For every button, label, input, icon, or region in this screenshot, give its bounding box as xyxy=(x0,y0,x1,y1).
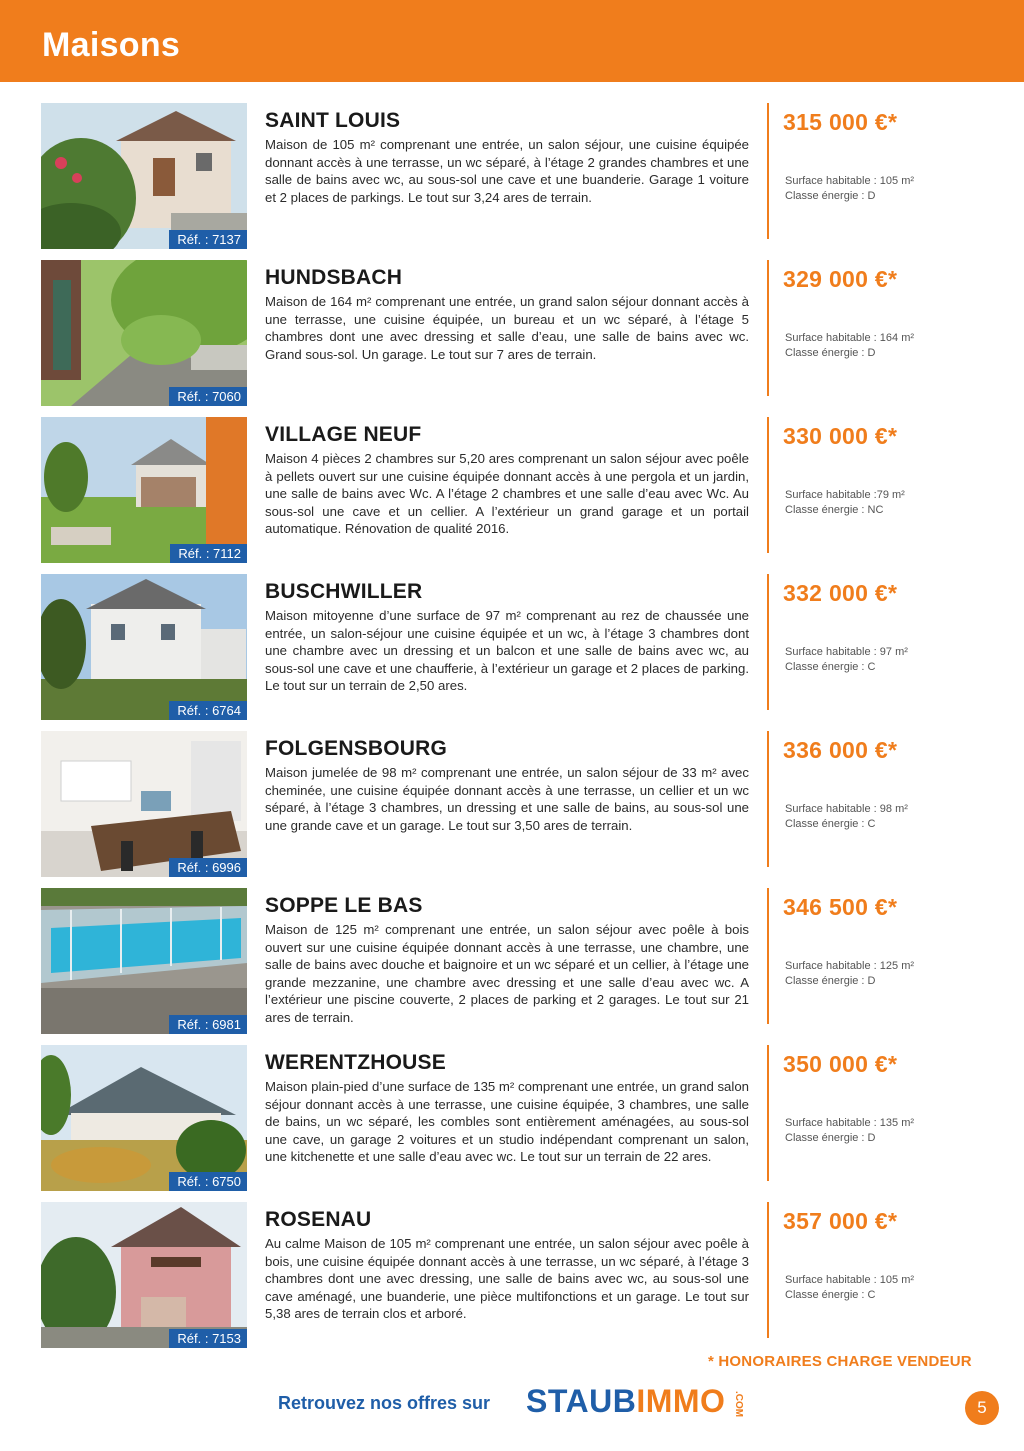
listing-city: VILLAGE NEUF xyxy=(265,423,422,446)
listing-energy-class: Classe énergie : D xyxy=(785,190,876,202)
listing-surface: Surface habitable : 125 m² xyxy=(785,960,915,972)
reference-badge: Réf. : 7153 xyxy=(169,1329,247,1348)
property-photo xyxy=(41,574,247,720)
listing-price: 346 500 €* xyxy=(783,894,898,920)
listing-description: Au calme Maison de 105 m² comprenant une entrée, un salon séjour avec poêle à bois, une cuisine équipée donnant accès à une terrasse, un wc séparé, à l’étage 3 chambres dont une avec dressing, une salle de bains avec wc, au sous-sol une cave aménagé, une buanderie, une pièce multifonctions et un garage. Le tout sur 5,38 ares de terrain clos et arboré. xyxy=(265,1236,749,1322)
offers-text: Retrouvez nos offres sur xyxy=(278,1393,491,1413)
property-photo xyxy=(41,1045,247,1191)
listing-item xyxy=(0,731,1024,879)
listing-description: Maison mitoyenne d’une surface de 97 m² comprenant au rez de chaussée une entrée, un salon-séjour une cuisine équipée et un wc, à l’étage 3 chambres dont une chambre avec un dressing et un balcon et une salle de bains avec wc, au sous-sol une cave et une chaufferie, à l’extérieur un garage et 2 places de parking. Le tout sur un terrain de 2,50 ares. xyxy=(265,608,749,694)
listing-surface: Surface habitable : 105 m² xyxy=(785,175,915,187)
property-photo xyxy=(41,103,247,249)
fee-notice: * HONORAIRES CHARGE VENDEUR xyxy=(708,1353,972,1370)
divider xyxy=(767,1202,769,1338)
listing-item xyxy=(0,574,1024,722)
listing-city: ROSENAU xyxy=(265,1208,372,1231)
reference-badge: Réf. : 6981 xyxy=(169,1015,247,1034)
listing-city: HUNDSBACH xyxy=(265,266,403,289)
listing-price: 332 000 €* xyxy=(783,580,898,606)
listing-price: 330 000 €* xyxy=(783,423,898,449)
listing-surface: Surface habitable : 97 m² xyxy=(785,646,908,658)
listing-description: Maison de 105 m² comprenant une entrée, un salon séjour, une cuisine équipée donnant accès à une terrasse, un wc séparé, à l’étage 2 grandes chambres et une salle de bains avec wc, au sous-sol une cave et une buanderie. Garage 1 voiture et 2 places de parkings. Le tout sur 3,24 ares de terrain. xyxy=(265,137,749,205)
logo-com-suffix: .COM xyxy=(733,1391,744,1418)
reference-badge: Réf. : 6996 xyxy=(169,858,247,877)
listing-surface: Surface habitable : 164 m² xyxy=(785,332,915,344)
listing-surface: Surface habitable :79 m² xyxy=(785,489,905,501)
listing-item xyxy=(0,1045,1024,1193)
listing-price: 315 000 €* xyxy=(783,109,898,135)
reference-badge: Réf. : 6750 xyxy=(169,1172,247,1191)
reference-badge: Réf. : 6764 xyxy=(169,701,247,720)
listing-description: Maison plain-pied d’une surface de 135 m² comprenant une entrée, un grand salon séjour donnant accès à une terrasse, une cuisine équipée, 3 chambres, une salle de bains, un wc séparé, les combles sont entièrement aménagées, au sous-sol une cave, un garage 2 voitures et un studio indépendant comprenant un salon, une kitchenette et une salle d’eau avec wc. Le tout sur un terrain de 22 ares. xyxy=(265,1079,749,1165)
property-photo xyxy=(41,417,247,563)
divider xyxy=(767,1045,769,1181)
listing-surface: Surface habitable : 105 m² xyxy=(785,1274,915,1286)
divider xyxy=(767,574,769,710)
property-photo xyxy=(41,260,247,406)
listing-energy-class: Classe énergie : D xyxy=(785,1132,876,1144)
listing-description: Maison de 164 m² comprenant une entrée, un grand salon séjour donnant accès à une terrasse, une cuisine équipée, un bureau et un wc séparé, à l’étage 5 chambres dont une avec dressing et salle d’eau, une salle de bains avec wc. Grand sous-sol. Un garage. Le tout sur 7 ares de terrain. xyxy=(265,294,749,362)
listing-city: SAINT LOUIS xyxy=(265,109,401,132)
listing-price: 329 000 €* xyxy=(783,266,898,292)
divider xyxy=(767,103,769,239)
divider xyxy=(767,888,769,1024)
reference-badge: Réf. : 7137 xyxy=(169,230,247,249)
staubimmo-logo[interactable] xyxy=(526,1383,725,1420)
page-number: 5 xyxy=(965,1391,999,1425)
listing-city: BUSCHWILLER xyxy=(265,580,423,603)
listing-city: SOPPE LE BAS xyxy=(265,894,423,917)
divider xyxy=(767,417,769,553)
divider xyxy=(767,260,769,396)
divider xyxy=(767,731,769,867)
listing-price: 357 000 €* xyxy=(783,1208,898,1234)
listing-item xyxy=(0,888,1024,1036)
listing-city: WERENTZHOUSE xyxy=(265,1051,446,1074)
listing-description: Maison 4 pièces 2 chambres sur 5,20 ares comprenant un salon séjour avec poêle à pellets ouvert sur une cuisine équipée donnant accès à une pergola et un jardin, une salle de bains avec Wc. A l’étage 2 chambres et une salle d’eau avec Wc. Au sous-sol une cave et un cellier. A l’extérieur un grand garage et un portail automatique. Rénovation de qualité 2016. xyxy=(265,451,749,537)
reference-badge: Réf. : 7060 xyxy=(169,387,247,406)
page-title: Maisons xyxy=(42,26,181,64)
logo-part-immo: IMMO xyxy=(636,1383,726,1419)
reference-badge: Réf. : 7112 xyxy=(170,544,247,563)
listing-description: Maison de 125 m² comprenant une entrée, un salon séjour avec poêle à bois ouvert sur une cuisine équipée donnant accès à une terrasse, une chambre, une salle de bains avec douche et baignoire et un wc séparé et un cellier, à l’étage une grande mezzanine, une chambre avec dressing et une salle d’eau avec wc. A l’extérieur une piscine couverte, 2 places de parking et 2 garages. Le tout sur 21 ares de terrain. xyxy=(265,922,749,1025)
listing-energy-class: Classe énergie : NC xyxy=(785,504,884,516)
listing-energy-class: Classe énergie : C xyxy=(785,1289,876,1301)
listing-price: 336 000 €* xyxy=(783,737,898,763)
property-photo xyxy=(41,731,247,877)
listing-energy-class: Classe énergie : D xyxy=(785,975,876,987)
listing-item xyxy=(0,1202,1024,1350)
listing-energy-class: Classe énergie : C xyxy=(785,661,876,673)
listing-energy-class: Classe énergie : C xyxy=(785,818,876,830)
property-photo xyxy=(41,888,247,1034)
logo-part-staub: STAUB xyxy=(526,1383,637,1419)
listing-price: 350 000 €* xyxy=(783,1051,898,1077)
listing-surface: Surface habitable : 135 m² xyxy=(785,1117,915,1129)
listing-item xyxy=(0,103,1024,251)
listing-energy-class: Classe énergie : D xyxy=(785,347,876,359)
listing-item xyxy=(0,417,1024,565)
property-photo xyxy=(41,1202,247,1348)
listing-surface: Surface habitable : 98 m² xyxy=(785,803,908,815)
page-header xyxy=(0,0,1024,82)
listing-city: FOLGENSBOURG xyxy=(265,737,448,760)
listing-item xyxy=(0,260,1024,408)
listing-description: Maison jumelée de 98 m² comprenant une entrée, un salon séjour de 33 m² avec cheminée, une cuisine équipée donnant accès à une terrasse, un cellier et un wc séparé, à l’étage 3 chambres, un dressing et une salle de bains, au sous-sol une une grande cave et un garage. Le tout sur 3,50 ares de terrain. xyxy=(265,765,749,833)
